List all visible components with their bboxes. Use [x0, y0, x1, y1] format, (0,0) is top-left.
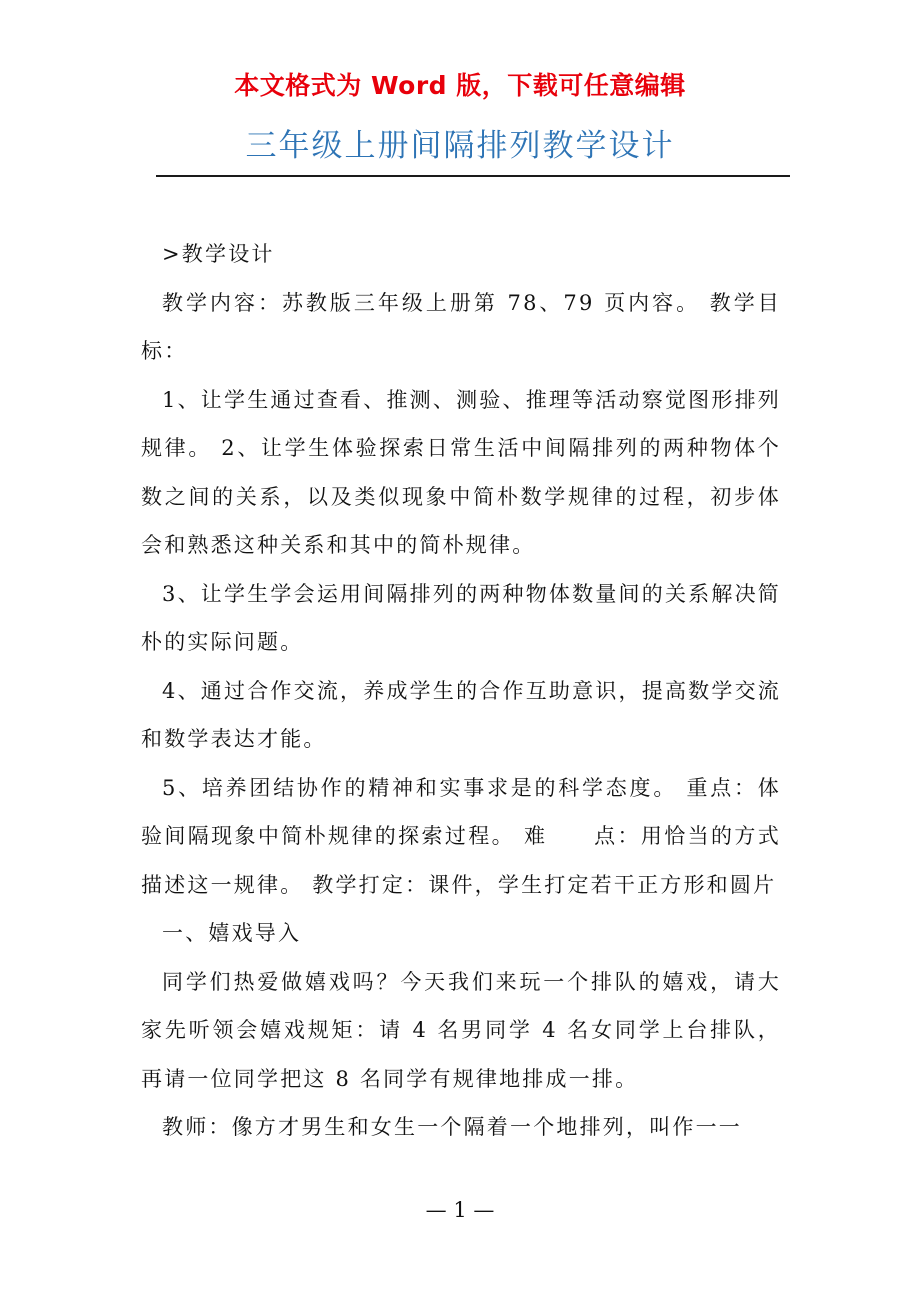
page-number: — 1 — — [425, 1198, 495, 1222]
paragraph-teaching-content: 教学内容：苏教版三年级上册第 78、79 页内容。 教学目标： — [141, 290, 781, 363]
paragraph-objective-3: 3、让学生学会运用间隔排列的两种物体数量间的关系解决简朴的实际问题。 — [141, 581, 781, 654]
title-divider — [156, 175, 790, 177]
paragraph-section-heading: 一、嬉戏导入 — [162, 921, 302, 945]
paragraph-game-intro: 同学们热爱做嬉戏吗？今天我们来玩一个排队的嬉戏，请大家先听领会嬉戏规矩：请 4 名男同学 4 名女同学上台排队，再请一位同学把这 8 名同学有规律地排成一排。 — [141, 969, 781, 1091]
paragraph-objective-4: 4、通过合作交流，养成学生的合作互助意识，提高数学交流和数学表达才能。 — [141, 678, 781, 751]
paragraph-objective-5: 5、培养团结协作的精神和实事求是的科学态度。 重点：体验间隔现象中简朴规律的探索过程。 难 点：用恰当的方式描述这一规律。 教学打定：课件，学生打定若干正方形和圆片 — [141, 775, 781, 897]
paragraph-objective-1-2: 1、让学生通过查看、推测、测验、推理等活动察觉图形排列规律。 2、让学生体验探索日常生活中间隔排列的两种物体个数之间的关系，以及类似现象中简朴数学规律的过程，初步体会和熟悉这种关系和其中的简朴规律。 — [141, 387, 781, 557]
paragraph-teacher-remark: 教师：像方才男生和女生一个隔着一个地排列，叫作一一 — [162, 1115, 742, 1139]
document-title: 三年级上册间隔排列教学设计 — [245, 128, 675, 164]
paragraph-section-label: >教学设计 — [162, 242, 275, 266]
download-notice-banner: 本文格式为 Word 版，下载可任意编辑 — [234, 71, 686, 100]
document-body — [141, 230, 781, 1152]
